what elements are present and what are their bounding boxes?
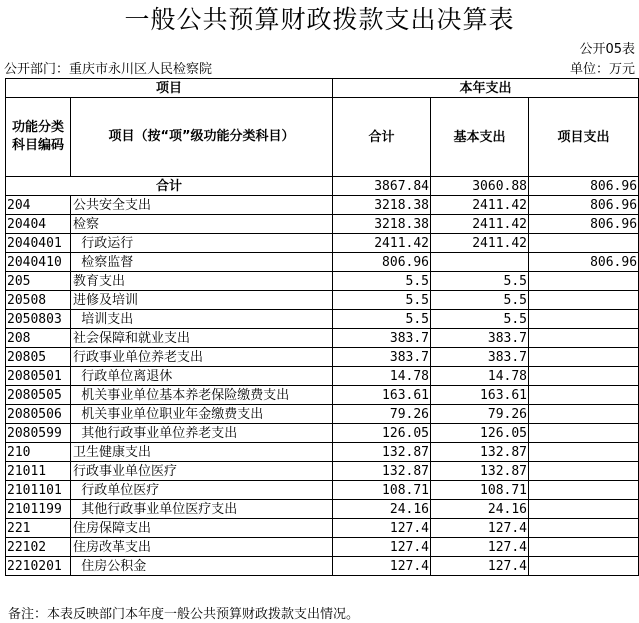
table-row	[6, 310, 639, 329]
table-row	[6, 348, 639, 367]
row-project	[529, 538, 639, 557]
table-row	[6, 519, 639, 538]
row-name: 机关事业单位基本养老保险缴费支出	[71, 386, 333, 405]
row-name: 住房公积金	[71, 557, 333, 576]
row-project	[529, 234, 639, 253]
department-label: 公开部门：重庆市永川区人民检察院	[4, 62, 213, 77]
row-name: 进修及培训	[71, 291, 333, 310]
header-basic: 基本支出	[431, 98, 529, 177]
row-total: 5.5	[333, 272, 431, 291]
total-label: 合计	[6, 177, 333, 196]
row-basic: 132.87	[431, 462, 529, 481]
row-basic: 383.7	[431, 329, 529, 348]
header-project-exp: 项目支出	[529, 98, 639, 177]
unit-label: 单位：万元	[569, 62, 635, 77]
row-total: 5.5	[333, 310, 431, 329]
row-code: 2050803	[6, 310, 71, 329]
row-total: 24.16	[333, 500, 431, 519]
table-row	[6, 234, 639, 253]
row-code: 2040401	[6, 234, 71, 253]
row-basic: 108.71	[431, 481, 529, 500]
table-row	[6, 462, 639, 481]
row-project	[529, 519, 639, 538]
footnote: 备注：本表反映部门本年度一般公共预算财政拨款支出情况。	[8, 607, 360, 622]
row-name: 卫生健康支出	[71, 443, 333, 462]
row-total: 5.5	[333, 291, 431, 310]
row-code: 2080501	[6, 367, 71, 386]
row-basic: 383.7	[431, 348, 529, 367]
row-code: 205	[6, 272, 71, 291]
row-code: 2080599	[6, 424, 71, 443]
row-project: 806.96	[529, 253, 639, 272]
row-name: 其他行政事业单位养老支出	[71, 424, 333, 443]
row-basic: 2411.42	[431, 196, 529, 215]
row-project	[529, 424, 639, 443]
row-total: 383.7	[333, 329, 431, 348]
row-basic: 24.16	[431, 500, 529, 519]
row-code: 21011	[6, 462, 71, 481]
row-project	[529, 272, 639, 291]
row-total: 132.87	[333, 443, 431, 462]
row-total: 806.96	[333, 253, 431, 272]
row-code: 221	[6, 519, 71, 538]
row-name: 培训支出	[71, 310, 333, 329]
row-basic: 5.5	[431, 310, 529, 329]
row-basic	[431, 253, 529, 272]
row-project	[529, 557, 639, 576]
table-row	[6, 557, 639, 576]
row-total: 2411.42	[333, 234, 431, 253]
table-row	[6, 215, 639, 234]
header-name: 项目（按“项”级功能分类科目）	[71, 98, 333, 177]
table-row	[6, 500, 639, 519]
row-basic: 127.4	[431, 557, 529, 576]
row-total: 132.87	[333, 462, 431, 481]
row-total: 3218.38	[333, 196, 431, 215]
row-basic: 126.05	[431, 424, 529, 443]
row-name: 机关事业单位职业年金缴费支出	[71, 405, 333, 424]
row-name: 检察监督	[71, 253, 333, 272]
row-code: 210	[6, 443, 71, 462]
row-code: 2101199	[6, 500, 71, 519]
total-project: 806.96	[529, 177, 639, 196]
row-basic: 5.5	[431, 272, 529, 291]
row-name: 行政单位医疗	[71, 481, 333, 500]
row-code: 20508	[6, 291, 71, 310]
row-project: 806.96	[529, 215, 639, 234]
row-basic: 127.4	[431, 538, 529, 557]
row-name: 行政事业单位养老支出	[71, 348, 333, 367]
row-name: 检察	[71, 215, 333, 234]
row-name: 公共安全支出	[71, 196, 333, 215]
row-project	[529, 329, 639, 348]
row-name: 教育支出	[71, 272, 333, 291]
row-name: 住房改革支出	[71, 538, 333, 557]
row-code: 20805	[6, 348, 71, 367]
row-total: 108.71	[333, 481, 431, 500]
row-code: 2210201	[6, 557, 71, 576]
header-total: 合计	[333, 98, 431, 177]
row-basic: 163.61	[431, 386, 529, 405]
row-name: 其他行政事业单位医疗支出	[71, 500, 333, 519]
row-code: 208	[6, 329, 71, 348]
row-total: 14.78	[333, 367, 431, 386]
expenditure-table	[5, 78, 639, 576]
row-project	[529, 443, 639, 462]
row-code: 2080505	[6, 386, 71, 405]
row-basic: 79.26	[431, 405, 529, 424]
total-basic: 3060.88	[431, 177, 529, 196]
table-row	[6, 481, 639, 500]
row-total: 127.4	[333, 538, 431, 557]
form-number: 公开05表	[579, 42, 635, 57]
header-project: 项目	[6, 79, 333, 98]
row-project	[529, 348, 639, 367]
row-basic: 2411.42	[431, 215, 529, 234]
row-basic: 127.4	[431, 519, 529, 538]
row-project	[529, 481, 639, 500]
row-name: 行政运行	[71, 234, 333, 253]
row-total: 3218.38	[333, 215, 431, 234]
row-total: 79.26	[333, 405, 431, 424]
row-code: 2101101	[6, 481, 71, 500]
row-code: 20404	[6, 215, 71, 234]
row-project	[529, 386, 639, 405]
row-basic: 2411.42	[431, 234, 529, 253]
row-total: 127.4	[333, 557, 431, 576]
row-name: 行政事业单位医疗	[71, 462, 333, 481]
row-code: 2080506	[6, 405, 71, 424]
row-code: 2040410	[6, 253, 71, 272]
table-row	[6, 367, 639, 386]
row-project	[529, 500, 639, 519]
row-name: 社会保障和就业支出	[71, 329, 333, 348]
row-name: 住房保障支出	[71, 519, 333, 538]
table-row	[6, 405, 639, 424]
table-row	[6, 291, 639, 310]
table-row	[6, 443, 639, 462]
row-code: 22102	[6, 538, 71, 557]
row-basic: 14.78	[431, 367, 529, 386]
header-current-year: 本年支出	[333, 79, 639, 98]
total-total: 3867.84	[333, 177, 431, 196]
row-total: 127.4	[333, 519, 431, 538]
row-total: 383.7	[333, 348, 431, 367]
table-row	[6, 329, 639, 348]
table-row	[6, 538, 639, 557]
row-project	[529, 367, 639, 386]
table-row	[6, 272, 639, 291]
row-project	[529, 462, 639, 481]
row-total: 163.61	[333, 386, 431, 405]
row-code: 204	[6, 196, 71, 215]
row-project	[529, 291, 639, 310]
row-project	[529, 310, 639, 329]
table-row	[6, 196, 639, 215]
header-code: 功能分类科目编码	[6, 98, 71, 177]
table-row	[6, 253, 639, 272]
row-basic: 132.87	[431, 443, 529, 462]
row-project: 806.96	[529, 196, 639, 215]
row-total: 126.05	[333, 424, 431, 443]
row-project	[529, 405, 639, 424]
row-name: 行政单位离退休	[71, 367, 333, 386]
total-row	[6, 177, 639, 196]
table-row	[6, 386, 639, 405]
row-basic: 5.5	[431, 291, 529, 310]
page-title: 一般公共预算财政拨款支出决算表	[124, 5, 515, 34]
table-row	[6, 424, 639, 443]
